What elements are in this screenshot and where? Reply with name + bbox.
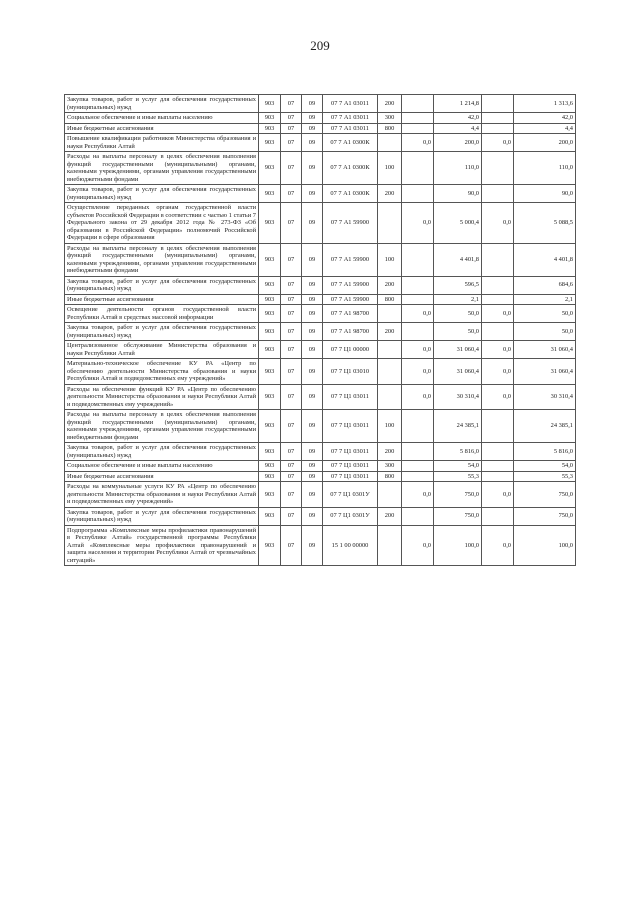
row-name-cell: Закупка товаров, работ и услуг для обеспечения государственных (муниципальных) нужд xyxy=(65,507,259,525)
row-ved-cell: 903 xyxy=(259,185,281,203)
row-amount3-cell xyxy=(482,95,514,113)
row-amount3-cell xyxy=(482,461,514,472)
row-csr-cell: 07 7 Ц1 03011 xyxy=(323,443,378,461)
row-csr-cell: 07 7 Ц1 03011 xyxy=(323,410,378,443)
row-ved-cell: 903 xyxy=(259,134,281,152)
row-vr-cell: 200 xyxy=(378,443,402,461)
table-row xyxy=(65,203,576,244)
row-amount1-cell xyxy=(402,410,434,443)
row-amount2-cell: 100,0 xyxy=(434,525,482,566)
row-amount1-cell xyxy=(402,113,434,124)
budget-table xyxy=(64,94,576,566)
row-amount2-cell: 200,0 xyxy=(434,134,482,152)
row-pr-cell: 09 xyxy=(302,305,323,323)
row-ved-cell: 903 xyxy=(259,123,281,134)
row-pr-cell: 09 xyxy=(302,525,323,566)
row-amount2-cell: 50,0 xyxy=(434,305,482,323)
row-amount3-cell xyxy=(482,507,514,525)
row-amount2-cell: 4 401,8 xyxy=(434,243,482,276)
row-pr-cell: 09 xyxy=(302,341,323,359)
row-amount3-cell xyxy=(482,471,514,482)
row-amount4-cell: 2,1 xyxy=(514,294,576,305)
row-rz-cell: 07 xyxy=(281,323,302,341)
table-row xyxy=(65,185,576,203)
row-amount4-cell: 684,6 xyxy=(514,276,576,294)
row-amount2-cell: 4,4 xyxy=(434,123,482,134)
table-row xyxy=(65,507,576,525)
row-amount3-cell: 0,0 xyxy=(482,134,514,152)
row-name-cell: Расходы на выплаты персоналу в целях обеспечения выполнения функций государственными (муниципальными) органами, казенными учреждениями, органами управления государственными внебюджетными фондами xyxy=(65,152,259,185)
row-amount4-cell: 30 310,4 xyxy=(514,384,576,410)
row-rz-cell: 07 xyxy=(281,185,302,203)
table-row xyxy=(65,305,576,323)
row-vr-cell xyxy=(378,203,402,244)
row-vr-cell: 800 xyxy=(378,123,402,134)
table-row xyxy=(65,461,576,472)
row-pr-cell: 09 xyxy=(302,482,323,508)
row-vr-cell: 100 xyxy=(378,410,402,443)
row-rz-cell: 07 xyxy=(281,294,302,305)
row-csr-cell: 07 7 А1 98700 xyxy=(323,305,378,323)
row-ved-cell: 903 xyxy=(259,507,281,525)
row-rz-cell: 07 xyxy=(281,443,302,461)
row-amount1-cell: 0,0 xyxy=(402,305,434,323)
row-name-cell: Расходы на коммунальные услуги КУ РА «Центр по обеспечению деятельности Министерства образования и науки Республики Алтай и подведомственных ему учреждений» xyxy=(65,482,259,508)
row-rz-cell: 07 xyxy=(281,525,302,566)
row-amount1-cell xyxy=(402,471,434,482)
row-name-cell: Закупка товаров, работ и услуг для обеспечения государственных (муниципальных) нужд xyxy=(65,185,259,203)
row-pr-cell: 09 xyxy=(302,134,323,152)
row-vr-cell: 200 xyxy=(378,276,402,294)
row-amount1-cell xyxy=(402,123,434,134)
row-ved-cell: 903 xyxy=(259,384,281,410)
row-vr-cell xyxy=(378,359,402,385)
row-amount4-cell: 31 060,4 xyxy=(514,359,576,385)
row-amount4-cell: 750,0 xyxy=(514,482,576,508)
row-vr-cell xyxy=(378,341,402,359)
row-name-cell: Закупка товаров, работ и услуг для обеспечения государственных (муниципальных) нужд xyxy=(65,276,259,294)
row-csr-cell: 07 7 А1 03011 xyxy=(323,123,378,134)
row-vr-cell xyxy=(378,134,402,152)
row-amount1-cell: 0,0 xyxy=(402,203,434,244)
row-vr-cell: 100 xyxy=(378,152,402,185)
row-vr-cell: 200 xyxy=(378,95,402,113)
row-amount2-cell: 596,5 xyxy=(434,276,482,294)
row-ved-cell: 903 xyxy=(259,294,281,305)
row-rz-cell: 07 xyxy=(281,243,302,276)
row-amount2-cell: 5 000,4 xyxy=(434,203,482,244)
row-pr-cell: 09 xyxy=(302,243,323,276)
row-rz-cell: 07 xyxy=(281,410,302,443)
row-pr-cell: 09 xyxy=(302,443,323,461)
row-amount4-cell: 42,0 xyxy=(514,113,576,124)
row-name-cell: Подпрограмма «Комплексные меры профилактики правонарушений в Республике Алтай» государственной программы Республики Алтай «Комплексные меры профилактики правонарушений и защита населения и территории Республики Алтай от чрезвычайных ситуаций» xyxy=(65,525,259,566)
row-amount1-cell xyxy=(402,243,434,276)
row-amount2-cell: 90,0 xyxy=(434,185,482,203)
row-rz-cell: 07 xyxy=(281,482,302,508)
row-pr-cell: 09 xyxy=(302,507,323,525)
row-amount4-cell: 50,0 xyxy=(514,305,576,323)
row-rz-cell: 07 xyxy=(281,152,302,185)
row-pr-cell: 09 xyxy=(302,123,323,134)
row-ved-cell: 903 xyxy=(259,410,281,443)
table-row xyxy=(65,359,576,385)
row-amount1-cell: 0,0 xyxy=(402,134,434,152)
row-csr-cell: 07 7 Ц1 0301У xyxy=(323,507,378,525)
row-amount1-cell xyxy=(402,185,434,203)
row-name-cell: Расходы на выплаты персоналу в целях обеспечения выполнения функций государственными (муниципальными) органами, казенными учреждениями, органами управления государственными внебюджетными фондами xyxy=(65,243,259,276)
row-csr-cell: 07 7 А1 98700 xyxy=(323,323,378,341)
row-rz-cell: 07 xyxy=(281,359,302,385)
row-amount3-cell xyxy=(482,323,514,341)
row-amount4-cell: 50,0 xyxy=(514,323,576,341)
row-amount2-cell: 42,0 xyxy=(434,113,482,124)
row-amount1-cell xyxy=(402,443,434,461)
row-ved-cell: 903 xyxy=(259,443,281,461)
row-rz-cell: 07 xyxy=(281,134,302,152)
row-amount1-cell xyxy=(402,95,434,113)
row-name-cell: Закупка товаров, работ и услуг для обеспечения государственных (муниципальных) нужд xyxy=(65,95,259,113)
row-csr-cell: 07 7 А1 0300К xyxy=(323,185,378,203)
row-rz-cell: 07 xyxy=(281,113,302,124)
row-amount2-cell: 50,0 xyxy=(434,323,482,341)
row-name-cell: Закупка товаров, работ и услуг для обеспечения государственных (муниципальных) нужд xyxy=(65,323,259,341)
row-ved-cell: 903 xyxy=(259,471,281,482)
row-csr-cell: 07 7 Ц1 03011 xyxy=(323,471,378,482)
row-pr-cell: 09 xyxy=(302,113,323,124)
budget-table-body xyxy=(65,95,576,566)
row-rz-cell: 07 xyxy=(281,384,302,410)
table-row xyxy=(65,341,576,359)
row-amount1-cell: 0,0 xyxy=(402,384,434,410)
row-vr-cell: 100 xyxy=(378,243,402,276)
row-name-cell: Социальное обеспечение и иные выплаты населению xyxy=(65,461,259,472)
row-csr-cell: 07 7 Ц1 00000 xyxy=(323,341,378,359)
row-name-cell: Повышение квалификации работников Министерства образования и науки Республики Алтай xyxy=(65,134,259,152)
row-amount3-cell: 0,0 xyxy=(482,341,514,359)
row-vr-cell xyxy=(378,525,402,566)
row-pr-cell: 09 xyxy=(302,323,323,341)
row-amount3-cell xyxy=(482,113,514,124)
table-row xyxy=(65,95,576,113)
row-amount3-cell xyxy=(482,243,514,276)
table-row xyxy=(65,134,576,152)
row-name-cell: Социальное обеспечение и иные выплаты населению xyxy=(65,113,259,124)
row-amount4-cell: 24 385,1 xyxy=(514,410,576,443)
row-name-cell: Централизованное обслуживание Министерства образования и науки Республики Алтай xyxy=(65,341,259,359)
row-amount2-cell: 54,0 xyxy=(434,461,482,472)
row-pr-cell: 09 xyxy=(302,203,323,244)
row-ved-cell: 903 xyxy=(259,276,281,294)
table-row xyxy=(65,123,576,134)
table-row xyxy=(65,482,576,508)
table-row xyxy=(65,471,576,482)
row-rz-cell: 07 xyxy=(281,507,302,525)
row-amount1-cell: 0,0 xyxy=(402,341,434,359)
row-csr-cell: 07 7 А1 59900 xyxy=(323,294,378,305)
table-row xyxy=(65,384,576,410)
row-amount2-cell: 5 816,0 xyxy=(434,443,482,461)
row-amount3-cell: 0,0 xyxy=(482,359,514,385)
row-amount1-cell: 0,0 xyxy=(402,525,434,566)
row-csr-cell: 07 7 А1 59900 xyxy=(323,243,378,276)
row-csr-cell: 07 7 А1 03011 xyxy=(323,113,378,124)
row-amount4-cell: 54,0 xyxy=(514,461,576,472)
row-ved-cell: 903 xyxy=(259,341,281,359)
row-amount2-cell: 24 385,1 xyxy=(434,410,482,443)
row-amount1-cell xyxy=(402,461,434,472)
row-ved-cell: 903 xyxy=(259,482,281,508)
row-amount2-cell: 31 060,4 xyxy=(434,341,482,359)
row-amount3-cell xyxy=(482,410,514,443)
row-csr-cell: 15 1 00 00000 xyxy=(323,525,378,566)
table-row xyxy=(65,294,576,305)
row-name-cell: Закупка товаров, работ и услуг для обеспечения государственных (муниципальных) нужд xyxy=(65,443,259,461)
row-vr-cell: 300 xyxy=(378,461,402,472)
row-csr-cell: 07 7 Ц1 0301У xyxy=(323,482,378,508)
row-vr-cell: 200 xyxy=(378,323,402,341)
row-vr-cell: 300 xyxy=(378,113,402,124)
row-name-cell: Иные бюджетные ассигнования xyxy=(65,123,259,134)
row-amount3-cell xyxy=(482,152,514,185)
row-vr-cell: 200 xyxy=(378,507,402,525)
row-amount1-cell xyxy=(402,294,434,305)
row-amount4-cell: 90,0 xyxy=(514,185,576,203)
table-row xyxy=(65,113,576,124)
row-ved-cell: 903 xyxy=(259,113,281,124)
table-row xyxy=(65,443,576,461)
row-amount1-cell: 0,0 xyxy=(402,359,434,385)
row-rz-cell: 07 xyxy=(281,95,302,113)
row-amount3-cell: 0,0 xyxy=(482,203,514,244)
row-pr-cell: 09 xyxy=(302,359,323,385)
row-amount4-cell: 100,0 xyxy=(514,525,576,566)
row-vr-cell xyxy=(378,305,402,323)
row-pr-cell: 09 xyxy=(302,185,323,203)
row-ved-cell: 903 xyxy=(259,359,281,385)
row-amount4-cell: 110,0 xyxy=(514,152,576,185)
table-row xyxy=(65,525,576,566)
table-row xyxy=(65,243,576,276)
row-amount1-cell: 0,0 xyxy=(402,482,434,508)
row-pr-cell: 09 xyxy=(302,152,323,185)
row-name-cell: Иные бюджетные ассигнования xyxy=(65,471,259,482)
row-amount3-cell xyxy=(482,294,514,305)
row-amount2-cell: 750,0 xyxy=(434,507,482,525)
row-amount4-cell: 31 060,4 xyxy=(514,341,576,359)
row-rz-cell: 07 xyxy=(281,341,302,359)
row-pr-cell: 09 xyxy=(302,410,323,443)
row-csr-cell: 07 7 Ц1 03010 xyxy=(323,359,378,385)
row-amount1-cell xyxy=(402,276,434,294)
row-csr-cell: 07 7 А1 59900 xyxy=(323,203,378,244)
row-amount1-cell xyxy=(402,323,434,341)
row-amount2-cell: 31 060,4 xyxy=(434,359,482,385)
table-row xyxy=(65,323,576,341)
row-rz-cell: 07 xyxy=(281,471,302,482)
row-amount3-cell xyxy=(482,185,514,203)
row-pr-cell: 09 xyxy=(302,384,323,410)
row-amount4-cell: 5 088,5 xyxy=(514,203,576,244)
row-csr-cell: 07 7 Ц1 03011 xyxy=(323,384,378,410)
row-ved-cell: 903 xyxy=(259,243,281,276)
row-amount3-cell: 0,0 xyxy=(482,384,514,410)
row-amount3-cell: 0,0 xyxy=(482,482,514,508)
row-vr-cell: 200 xyxy=(378,185,402,203)
row-ved-cell: 903 xyxy=(259,525,281,566)
row-amount2-cell: 55,3 xyxy=(434,471,482,482)
row-vr-cell xyxy=(378,384,402,410)
row-amount4-cell: 4,4 xyxy=(514,123,576,134)
row-amount3-cell: 0,0 xyxy=(482,525,514,566)
row-csr-cell: 07 7 А1 03011 xyxy=(323,95,378,113)
row-ved-cell: 903 xyxy=(259,323,281,341)
row-amount2-cell: 110,0 xyxy=(434,152,482,185)
row-amount4-cell: 750,0 xyxy=(514,507,576,525)
row-amount4-cell: 200,0 xyxy=(514,134,576,152)
row-amount2-cell: 2,1 xyxy=(434,294,482,305)
row-amount4-cell: 1 313,6 xyxy=(514,95,576,113)
row-pr-cell: 09 xyxy=(302,461,323,472)
row-ved-cell: 903 xyxy=(259,203,281,244)
row-amount1-cell xyxy=(402,507,434,525)
row-pr-cell: 09 xyxy=(302,294,323,305)
row-rz-cell: 07 xyxy=(281,123,302,134)
row-name-cell: Расходы на выплаты персоналу в целях обеспечения выполнения функций государственными (муниципальными) органами, казенными учреждениями, органами управления государственными внебюджетными фондами xyxy=(65,410,259,443)
row-vr-cell xyxy=(378,482,402,508)
row-csr-cell: 07 7 А1 0300К xyxy=(323,134,378,152)
row-pr-cell: 09 xyxy=(302,95,323,113)
row-name-cell: Осуществление переданных органам государственной власти субъектов Российской Федерации в соответствии с частью 1 статьи 7 Федерального закона от 29 декабря 2012 года № 273-ФЗ «Об образовании в Российской Федерации» полномочий Российской Федерации в сфере образования xyxy=(65,203,259,244)
row-rz-cell: 07 xyxy=(281,461,302,472)
row-amount1-cell xyxy=(402,152,434,185)
row-amount3-cell: 0,0 xyxy=(482,305,514,323)
row-amount2-cell: 1 214,8 xyxy=(434,95,482,113)
row-amount3-cell xyxy=(482,443,514,461)
row-ved-cell: 903 xyxy=(259,95,281,113)
page-number: 209 xyxy=(310,38,330,53)
row-csr-cell: 07 7 Ц1 03011 xyxy=(323,461,378,472)
row-vr-cell: 800 xyxy=(378,471,402,482)
row-rz-cell: 07 xyxy=(281,305,302,323)
row-rz-cell: 07 xyxy=(281,203,302,244)
table-row xyxy=(65,276,576,294)
row-ved-cell: 903 xyxy=(259,461,281,472)
table-row xyxy=(65,152,576,185)
row-amount4-cell: 55,3 xyxy=(514,471,576,482)
row-pr-cell: 09 xyxy=(302,471,323,482)
row-name-cell: Расходы на обеспечение функций КУ РА «Центр по обеспечению деятельности Министерства образования и науки Республики Алтай и подведомственных ему учреждений» xyxy=(65,384,259,410)
row-amount4-cell: 5 816,0 xyxy=(514,443,576,461)
row-csr-cell: 07 7 А1 59900 xyxy=(323,276,378,294)
row-amount4-cell: 4 401,8 xyxy=(514,243,576,276)
row-amount3-cell xyxy=(482,123,514,134)
row-name-cell: Иные бюджетные ассигнования xyxy=(65,294,259,305)
row-name-cell: Освещение деятельности органов государственной власти Республики Алтай в средствах массовой информации xyxy=(65,305,259,323)
table-row xyxy=(65,410,576,443)
row-amount2-cell: 750,0 xyxy=(434,482,482,508)
row-csr-cell: 07 7 А1 0300К xyxy=(323,152,378,185)
row-pr-cell: 09 xyxy=(302,276,323,294)
row-rz-cell: 07 xyxy=(281,276,302,294)
row-amount3-cell xyxy=(482,276,514,294)
row-ved-cell: 903 xyxy=(259,152,281,185)
row-amount2-cell: 30 310,4 xyxy=(434,384,482,410)
row-vr-cell: 800 xyxy=(378,294,402,305)
row-ved-cell: 903 xyxy=(259,305,281,323)
row-name-cell: Материально-техническое обеспечение КУ РА «Центр по обеспечению деятельности Министерства образования и науки Республики Алтай и подведомственных ему учреждений» xyxy=(65,359,259,385)
